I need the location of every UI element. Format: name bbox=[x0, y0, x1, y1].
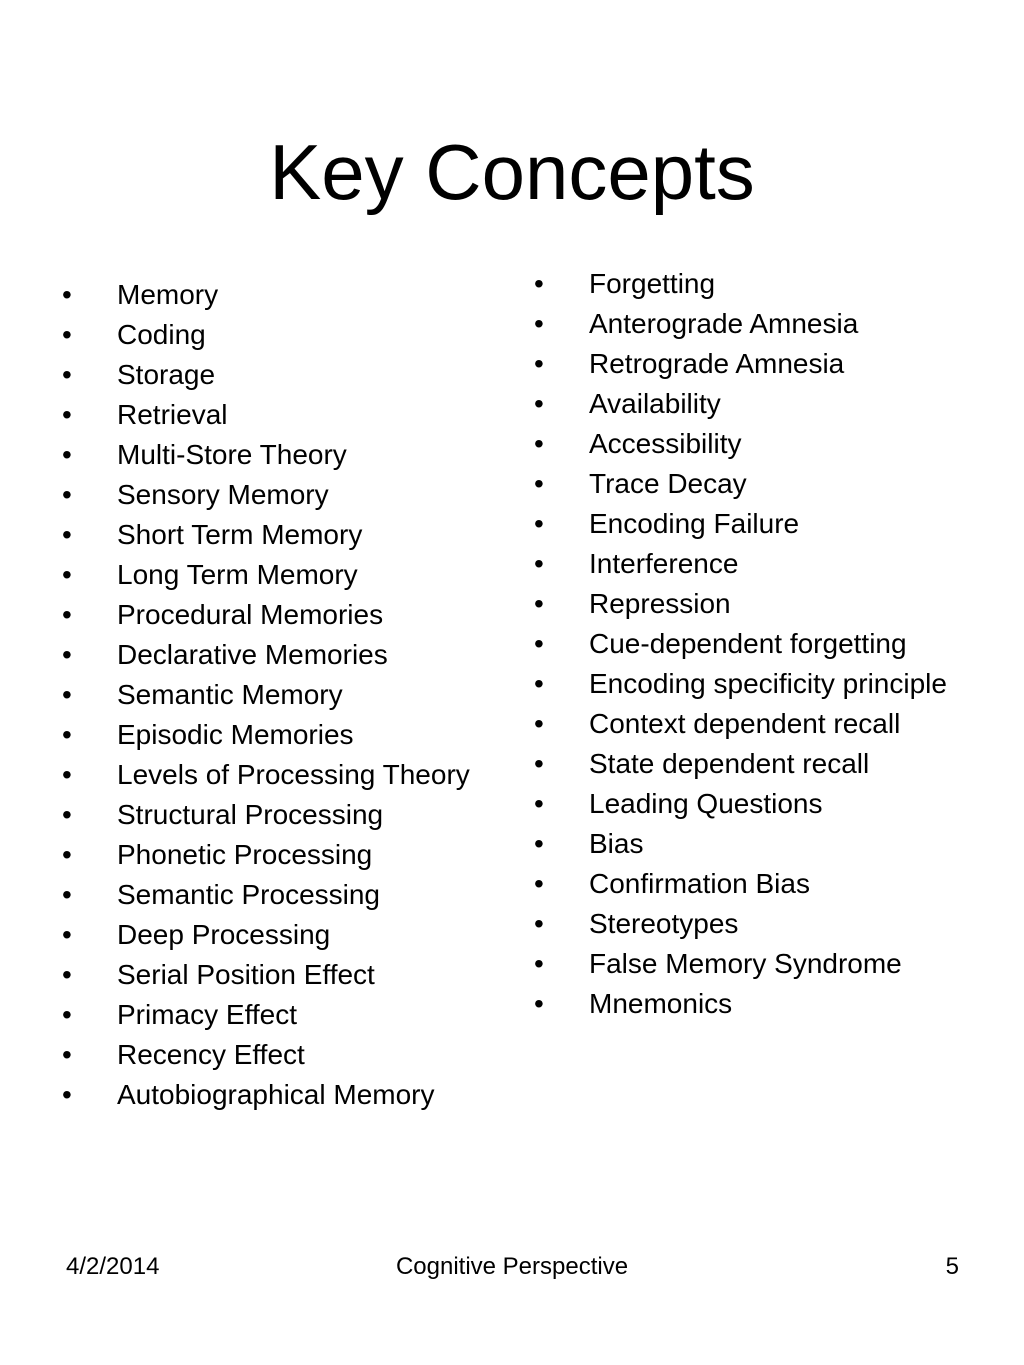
list-item bbox=[62, 999, 482, 1031]
list-item bbox=[534, 788, 974, 820]
list-item-label: Confirmation Bias bbox=[589, 868, 810, 899]
bullet-icon: • bbox=[62, 959, 72, 990]
list-item bbox=[534, 628, 974, 660]
list-item bbox=[534, 748, 974, 780]
list-item-label: Encoding Failure bbox=[589, 508, 800, 539]
bullet-icon: • bbox=[534, 428, 544, 459]
bullet-icon: • bbox=[62, 839, 72, 870]
list-item-label: Memory bbox=[117, 279, 219, 310]
bullet-icon: • bbox=[62, 399, 72, 430]
list-item bbox=[534, 588, 974, 620]
list-item bbox=[62, 479, 482, 511]
bullet-icon: • bbox=[534, 868, 544, 899]
list-item-label: Procedural Memories bbox=[117, 599, 384, 630]
list-item-label: Encoding specificity principle bbox=[589, 668, 947, 699]
list-item bbox=[534, 468, 974, 500]
list-item-label: Trace Decay bbox=[589, 468, 747, 499]
list-item-label: Interference bbox=[589, 548, 739, 579]
list-item bbox=[534, 828, 974, 860]
list-item bbox=[534, 348, 974, 380]
bullet-icon: • bbox=[62, 439, 72, 470]
bullet-icon: • bbox=[62, 799, 72, 830]
list-item-label: Storage bbox=[117, 359, 216, 390]
bullet-icon: • bbox=[62, 319, 72, 350]
list-item bbox=[62, 679, 482, 711]
bullet-icon: • bbox=[62, 519, 72, 550]
footer-page-number: 5 bbox=[945, 1253, 959, 1280]
list-item bbox=[62, 319, 482, 351]
list-item bbox=[534, 868, 974, 900]
list-item bbox=[534, 908, 974, 940]
list-item-label: Semantic Processing bbox=[117, 879, 381, 910]
list-item bbox=[62, 559, 482, 591]
list-item-label: Primacy Effect bbox=[117, 999, 297, 1030]
list-item bbox=[62, 759, 482, 791]
bullet-icon: • bbox=[534, 308, 544, 339]
footer-date: 4/2/2014 bbox=[66, 1253, 160, 1280]
list-item-label: Stereotypes bbox=[589, 908, 739, 939]
list-item bbox=[534, 268, 974, 300]
bullet-icon: • bbox=[62, 479, 72, 510]
bullet-icon: • bbox=[534, 268, 544, 299]
bullet-icon: • bbox=[62, 1039, 72, 1070]
bullet-icon: • bbox=[534, 988, 544, 1019]
bullet-icon: • bbox=[534, 668, 544, 699]
list-item bbox=[62, 1039, 482, 1071]
bullet-icon: • bbox=[534, 628, 544, 659]
list-item bbox=[534, 428, 974, 460]
list-item-label: Repression bbox=[589, 588, 731, 619]
bullet-icon: • bbox=[62, 879, 72, 910]
list-item bbox=[62, 439, 482, 471]
list-item-label: Structural Processing bbox=[117, 799, 384, 830]
list-item-label: Phonetic Processing bbox=[117, 839, 373, 870]
list-item bbox=[62, 639, 482, 671]
bullet-icon: • bbox=[534, 468, 544, 499]
list-item bbox=[534, 948, 974, 980]
list-item-label: Semantic Memory bbox=[117, 679, 343, 710]
list-item-label: Retrieval bbox=[117, 399, 228, 430]
list-item bbox=[534, 668, 974, 700]
list-item-label: Autobiographical Memory bbox=[117, 1079, 435, 1110]
list-item bbox=[62, 799, 482, 831]
bullet-icon: • bbox=[534, 708, 544, 739]
list-item-label: State dependent recall bbox=[589, 748, 870, 779]
list-item bbox=[62, 399, 482, 431]
footer-title: Cognitive Perspective bbox=[395, 1253, 629, 1280]
list-item-label: Forgetting bbox=[589, 268, 716, 299]
bullet-icon: • bbox=[534, 828, 544, 859]
list-item bbox=[534, 388, 974, 420]
bullet-icon: • bbox=[534, 348, 544, 379]
list-item-label: Serial Position Effect bbox=[117, 959, 375, 990]
list-item-label: Levels of Processing Theory bbox=[117, 759, 470, 790]
bullet-icon: • bbox=[62, 999, 72, 1030]
list-item bbox=[62, 359, 482, 391]
list-item-label: Episodic Memories bbox=[117, 719, 354, 750]
list-item-label: Bias bbox=[589, 828, 644, 859]
list-item-label: Availability bbox=[589, 388, 721, 419]
bullet-icon: • bbox=[62, 719, 72, 750]
list-item-label: Long Term Memory bbox=[117, 559, 358, 590]
concept-list-left bbox=[62, 279, 482, 1119]
list-item-label: Retrograde Amnesia bbox=[589, 348, 845, 379]
list-item-label: Coding bbox=[117, 319, 206, 350]
bullet-icon: • bbox=[62, 759, 72, 790]
list-item bbox=[534, 988, 974, 1020]
bullet-icon: • bbox=[62, 639, 72, 670]
list-item bbox=[62, 919, 482, 951]
list-item bbox=[62, 839, 482, 871]
bullet-icon: • bbox=[62, 559, 72, 590]
list-item-label: Multi-Store Theory bbox=[117, 439, 347, 470]
bullet-icon: • bbox=[534, 548, 544, 579]
bullet-icon: • bbox=[534, 388, 544, 419]
list-item-label: Accessibility bbox=[589, 428, 742, 459]
bullet-icon: • bbox=[534, 788, 544, 819]
list-item-label: Mnemonics bbox=[589, 988, 733, 1019]
list-item bbox=[534, 548, 974, 580]
bullet-icon: • bbox=[534, 748, 544, 779]
list-item bbox=[62, 879, 482, 911]
list-item bbox=[62, 599, 482, 631]
bullet-icon: • bbox=[534, 948, 544, 979]
list-item-label: Cue-dependent forgetting bbox=[589, 628, 907, 659]
bullet-icon: • bbox=[62, 919, 72, 950]
list-item bbox=[534, 708, 974, 740]
list-item-label: Short Term Memory bbox=[117, 519, 363, 550]
list-item-label: Deep Processing bbox=[117, 919, 331, 950]
list-item-label: Declarative Memories bbox=[117, 639, 388, 670]
concept-list-right bbox=[534, 268, 974, 1028]
bullet-icon: • bbox=[534, 588, 544, 619]
list-item-label: Anterograde Amnesia bbox=[589, 308, 859, 339]
list-item bbox=[62, 959, 482, 991]
bullet-icon: • bbox=[62, 1079, 72, 1110]
slide-title: Key Concepts bbox=[269, 128, 755, 216]
list-item bbox=[62, 1079, 482, 1111]
list-item bbox=[534, 308, 974, 340]
list-item-label: Context dependent recall bbox=[589, 708, 901, 739]
list-item bbox=[62, 519, 482, 551]
list-item bbox=[534, 508, 974, 540]
bullet-icon: • bbox=[62, 599, 72, 630]
bullet-icon: • bbox=[62, 359, 72, 390]
list-item-label: Sensory Memory bbox=[117, 479, 329, 510]
list-item bbox=[62, 279, 482, 311]
bullet-icon: • bbox=[62, 679, 72, 710]
bullet-icon: • bbox=[534, 908, 544, 939]
list-item bbox=[62, 719, 482, 751]
bullet-icon: • bbox=[534, 508, 544, 539]
list-item-label: False Memory Syndrome bbox=[589, 948, 902, 979]
list-item-label: Recency Effect bbox=[117, 1039, 305, 1070]
list-item-label: Leading Questions bbox=[589, 788, 823, 819]
bullet-icon: • bbox=[62, 279, 72, 310]
